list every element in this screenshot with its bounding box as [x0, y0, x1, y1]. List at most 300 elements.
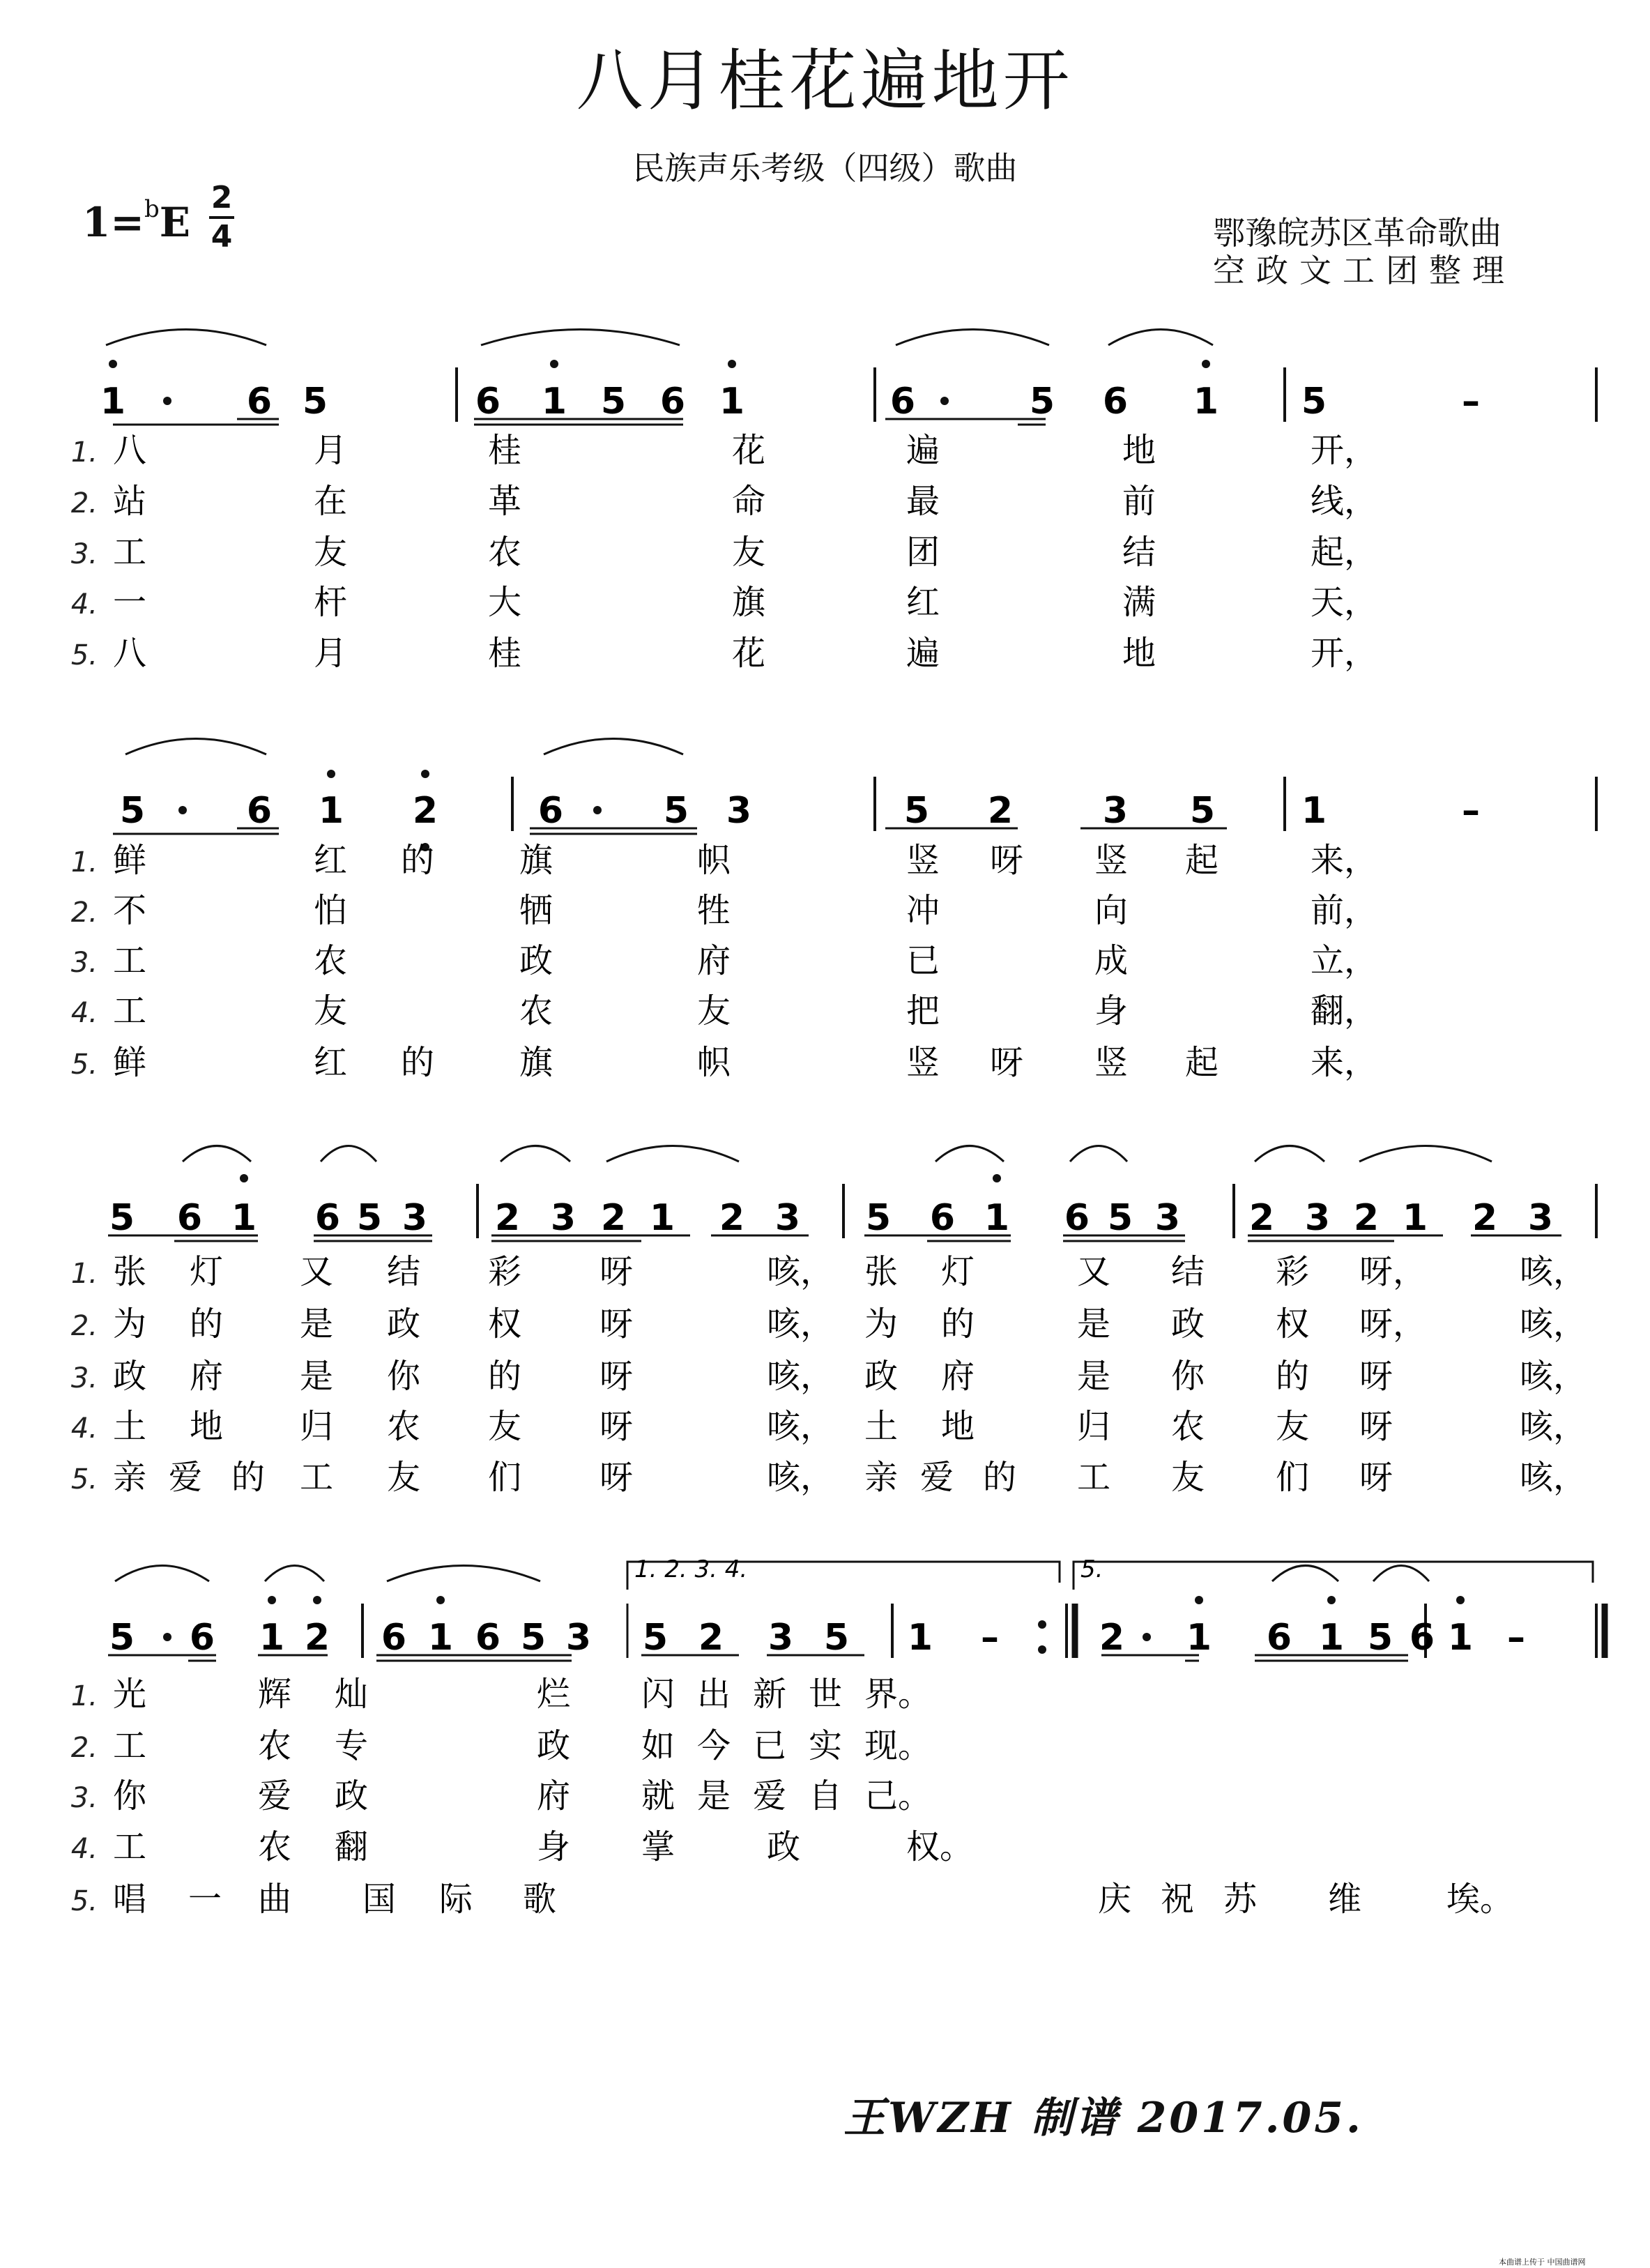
repeat-dot — [1038, 1620, 1046, 1629]
lyric-syllable: 红 — [906, 583, 940, 622]
lyric-syllable: 鲜 — [113, 1043, 147, 1082]
note-3-22: 1 — [1402, 1197, 1428, 1239]
lyric-syllable: 来， — [1311, 841, 1378, 880]
lyric-syllable: 牺 — [519, 891, 553, 930]
note-4-16: 2 — [1099, 1617, 1125, 1659]
lyric-syllable: 呀 — [1359, 1357, 1393, 1396]
note-4-9: 3 — [565, 1617, 592, 1659]
lyric-syllable: 的 — [983, 1458, 1017, 1497]
lyric-syllable: 红 — [314, 841, 348, 880]
note-4-2: 6 — [189, 1617, 215, 1659]
repeat-dot — [1038, 1645, 1046, 1654]
bottom-source-note: 本曲谱上传于 中国曲谱网 — [1499, 2258, 1586, 2267]
lyric-syllable: 亲 — [113, 1458, 147, 1497]
lyric-syllable: 彩 — [488, 1252, 522, 1291]
note-2-2: 6 — [246, 790, 273, 832]
lyric-syllable: 际 — [439, 1880, 473, 1919]
lyric-syllable: 竖 — [1094, 841, 1129, 880]
lyric-syllable: 光 — [113, 1675, 147, 1714]
lyric-syllable: 祝 — [1161, 1880, 1195, 1919]
note-1-9: 6 — [889, 381, 916, 423]
lyric-syllable: 满 — [1122, 583, 1156, 622]
lyric-syllable: 结 — [387, 1252, 421, 1291]
lyric-syllable: 在 — [314, 482, 348, 521]
slur — [896, 330, 1049, 346]
lyric-syllable: 界。 — [864, 1675, 932, 1714]
song-title: 八月桂花遍地开 — [576, 42, 1074, 120]
lyric-syllable: 起， — [1311, 533, 1378, 572]
lyric-syllable: 土 — [864, 1407, 899, 1446]
note-3-5: 5 — [356, 1197, 383, 1239]
lyric-syllable: 府 — [697, 941, 731, 980]
lyric-syllable: 是 — [697, 1776, 731, 1816]
lyric-syllable: 为 — [113, 1304, 147, 1344]
lyric-syllable: 唱 — [113, 1880, 147, 1919]
note-3-13: 5 — [865, 1197, 892, 1239]
lyric-syllable: 现。 — [864, 1726, 932, 1765]
lyric-syllable: 冲 — [906, 891, 940, 930]
lyric-syllable: 开， — [1311, 634, 1378, 673]
lyric-syllable: 咳， — [767, 1407, 834, 1446]
lyric-syllable: 苏 — [1223, 1880, 1258, 1919]
note-3-15: 1 — [984, 1197, 1010, 1239]
slur — [321, 1146, 376, 1162]
lyric-syllable: 向 — [1094, 891, 1129, 930]
lyric-syllable: 亲 — [864, 1458, 899, 1497]
lyric-syllable: 呀 — [599, 1252, 634, 1291]
lyric-syllable: 农 — [519, 991, 553, 1030]
verse-number: 4. — [70, 1413, 98, 1445]
song-subtitle: 民族声乐考级（四级）歌曲 — [632, 149, 1018, 187]
lyric-syllable: 世 — [809, 1675, 843, 1714]
slur — [481, 330, 680, 346]
note-2-7: 3 — [726, 790, 752, 832]
verse-number: 5. — [70, 1885, 98, 1917]
lyric-syllable: 归 — [1077, 1407, 1111, 1446]
lyric-syllable: 友 — [314, 533, 348, 572]
verse-number: 2. — [70, 897, 98, 929]
lyric-syllable: 地 — [1122, 634, 1156, 673]
note-4-21: 6 — [1409, 1617, 1435, 1659]
note-2-13: – — [1462, 790, 1480, 832]
augmentation-dot — [163, 1633, 171, 1641]
lyric-syllable: 前， — [1311, 891, 1378, 930]
lyric-syllable: 农 — [258, 1827, 292, 1866]
octave-high-dot — [268, 1596, 276, 1604]
augmentation-dot — [178, 806, 187, 814]
lyric-syllable: 权 — [488, 1304, 522, 1344]
note-2-10: 3 — [1102, 790, 1129, 832]
note-1-3: 5 — [302, 381, 328, 423]
second-ending-label: 5. — [1080, 1555, 1103, 1583]
lyric-syllable: 你 — [1171, 1357, 1205, 1396]
lyric-syllable: 大 — [488, 583, 522, 622]
lyric-syllable: 竖 — [906, 841, 940, 880]
lyric-syllable: 是 — [300, 1304, 334, 1344]
lyric-syllable: 呀 — [990, 1043, 1024, 1082]
lyric-syllable: 工 — [1077, 1458, 1111, 1497]
lyric-syllable: 府 — [190, 1357, 224, 1396]
note-3-4: 6 — [314, 1197, 341, 1239]
lyric-syllable: 前 — [1122, 482, 1156, 521]
slur — [1070, 1146, 1127, 1162]
note-4-6: 1 — [427, 1617, 454, 1659]
note-3-1: 5 — [109, 1197, 135, 1239]
note-1-2: 6 — [246, 381, 273, 423]
lyric-syllable: 帜 — [697, 1043, 731, 1082]
lyric-syllable: 维 — [1328, 1880, 1362, 1919]
lyric-syllable: 来， — [1311, 1043, 1378, 1082]
lyric-syllable: 怕 — [314, 891, 348, 930]
lyric-syllable: 出 — [697, 1675, 731, 1714]
note-3-20: 3 — [1304, 1197, 1331, 1239]
augmentation-dot — [940, 397, 949, 405]
octave-high-dot — [728, 360, 736, 368]
verse-number: 3. — [70, 538, 98, 570]
note-4-23: – — [1507, 1617, 1525, 1659]
lyric-syllable: 政 — [519, 941, 553, 980]
credit-arranger: 空政文工团整理 — [1213, 252, 1515, 289]
lyric-syllable: 红 — [314, 1043, 348, 1082]
lyric-syllable: 地 — [190, 1407, 224, 1446]
lyric-syllable: 新 — [753, 1675, 787, 1714]
lyric-syllable: 不 — [113, 891, 147, 930]
note-4-15: – — [981, 1617, 999, 1659]
lyric-syllable: 政 — [864, 1357, 899, 1396]
verse-number: 5. — [70, 1463, 98, 1495]
note-2-9: 2 — [987, 790, 1014, 832]
note-3-7: 2 — [494, 1197, 521, 1239]
slur — [544, 739, 683, 755]
slur — [1373, 1566, 1429, 1582]
lyric-syllable: 遍 — [906, 431, 940, 470]
lyric-syllable: 们 — [1276, 1458, 1310, 1497]
note-1-8: 1 — [719, 381, 745, 423]
lyric-syllable: 的 — [941, 1304, 975, 1344]
lyric-syllable: 八 — [113, 634, 147, 673]
time-signature-bottom: 4 — [211, 219, 233, 254]
lyric-syllable: 咳， — [1520, 1304, 1587, 1344]
lyric-syllable: 咳， — [1520, 1458, 1587, 1497]
lyric-syllable: 团 — [906, 533, 940, 572]
note-4-22: 1 — [1447, 1617, 1474, 1659]
lyric-syllable: 府 — [537, 1776, 571, 1816]
note-1-6: 5 — [600, 381, 627, 423]
lyric-syllable: 张 — [113, 1252, 147, 1291]
lyric-syllable: 地 — [1122, 431, 1156, 470]
octave-high-dot — [1327, 1596, 1336, 1604]
octave-high-dot — [421, 770, 429, 778]
lyric-syllable: 呀 — [599, 1357, 634, 1396]
lyric-syllable: 已 — [906, 941, 940, 980]
lyric-syllable: 庆 — [1098, 1880, 1132, 1919]
lyric-syllable: 月 — [314, 634, 348, 673]
octave-high-dot — [240, 1174, 248, 1182]
lyric-syllable: 是 — [1077, 1357, 1111, 1396]
note-2-5: 6 — [537, 790, 564, 832]
lyric-syllable: 桂 — [488, 431, 522, 470]
octave-high-dot — [327, 770, 335, 778]
augmentation-dot — [1143, 1633, 1151, 1641]
note-3-8: 3 — [550, 1197, 576, 1239]
lyric-syllable: 咳， — [767, 1252, 834, 1291]
note-3-6: 3 — [402, 1197, 428, 1239]
note-1-12: 1 — [1193, 381, 1219, 423]
lyric-syllable: 政 — [113, 1357, 147, 1396]
lyric-syllable: 就 — [641, 1776, 675, 1816]
time-signature-top: 2 — [211, 180, 233, 215]
note-3-14: 6 — [929, 1197, 956, 1239]
verse-number: 2. — [70, 487, 98, 519]
slur — [1272, 1566, 1338, 1582]
note-2-11: 5 — [1189, 790, 1216, 832]
note-4-8: 5 — [520, 1617, 547, 1659]
verse-number: 5. — [70, 639, 98, 671]
lyric-syllable: 政 — [335, 1776, 369, 1816]
lyric-syllable: 爱 — [753, 1776, 787, 1816]
lyric-syllable: 一 — [188, 1880, 222, 1919]
slur — [935, 1146, 1004, 1162]
lyric-syllable: 你 — [387, 1357, 421, 1396]
lyric-syllable: 土 — [113, 1407, 147, 1446]
note-3-2: 6 — [176, 1197, 203, 1239]
lyric-syllable: 如 — [641, 1726, 675, 1765]
lyric-syllable: 国 — [362, 1880, 397, 1919]
lyric-syllable: 工 — [113, 1827, 147, 1866]
slur — [1359, 1146, 1492, 1162]
lyric-syllable: 遍 — [906, 634, 940, 673]
lyric-syllable: 天， — [1311, 583, 1378, 622]
lyric-syllable: 咳， — [767, 1458, 834, 1497]
note-4-13: 5 — [823, 1617, 850, 1659]
note-1-7: 6 — [659, 381, 686, 423]
lyric-syllable: 是 — [1077, 1304, 1111, 1344]
note-4-14: 1 — [907, 1617, 933, 1659]
note-4-18: 6 — [1266, 1617, 1292, 1659]
note-1-4: 6 — [475, 381, 501, 423]
octave-high-dot — [1195, 1596, 1203, 1604]
lyric-syllable: 竖 — [906, 1043, 940, 1082]
note-2-4: 2 — [412, 790, 438, 832]
lyric-syllable: 又 — [1077, 1252, 1111, 1291]
lyrics-layer — [71, 431, 1587, 1919]
lyric-syllable: 灿 — [335, 1675, 369, 1714]
flat-sign: b — [144, 195, 160, 223]
lyric-syllable: 今 — [697, 1726, 731, 1765]
lyric-syllable: 友 — [488, 1407, 522, 1446]
octave-high-dot — [109, 360, 117, 368]
lyric-syllable: 政 — [387, 1304, 421, 1344]
lyric-syllable: 结 — [1171, 1252, 1205, 1291]
lyric-syllable: 曲 — [258, 1880, 292, 1919]
lyric-syllable: 己。 — [864, 1776, 932, 1816]
lyric-syllable: 呀， — [1359, 1304, 1427, 1344]
verse-number: 2. — [70, 1732, 98, 1764]
note-4-3: 1 — [259, 1617, 285, 1659]
lyric-syllable: 又 — [300, 1252, 334, 1291]
lyric-syllable: 花 — [732, 431, 766, 470]
credit-source: 鄂豫皖苏区革命歌曲 — [1213, 214, 1502, 252]
lyric-syllable: 实 — [809, 1726, 843, 1765]
lyric-syllable: 咳， — [1520, 1252, 1587, 1291]
note-3-23: 2 — [1472, 1197, 1498, 1239]
lyric-syllable: 爱 — [169, 1458, 203, 1497]
lyric-syllable: 一 — [113, 583, 147, 622]
augmentation-dot — [163, 397, 171, 405]
lyric-syllable: 爱 — [258, 1776, 292, 1816]
note-3-16: 6 — [1064, 1197, 1090, 1239]
octave-high-dot — [993, 1174, 1001, 1182]
lyric-syllable: 农 — [258, 1726, 292, 1765]
slur — [115, 1566, 209, 1582]
verse-number: 4. — [70, 588, 98, 621]
lyric-syllable: 命 — [732, 482, 766, 521]
lyric-syllable: 翻， — [1311, 991, 1378, 1030]
lyric-syllable: 歌 — [523, 1880, 557, 1919]
lyric-syllable: 彩 — [1276, 1252, 1310, 1291]
lyric-syllable: 已 — [753, 1726, 787, 1765]
note-1-14: – — [1462, 381, 1480, 423]
verse-number: 1. — [70, 846, 98, 878]
key-prefix: 1= — [82, 199, 144, 246]
augmentation-dot — [593, 806, 602, 814]
note-4-20: 5 — [1367, 1617, 1393, 1659]
lyric-syllable: 呀 — [599, 1304, 634, 1344]
note-4-17: 1 — [1186, 1617, 1212, 1659]
note-3-3: 1 — [231, 1197, 257, 1239]
lyric-syllable: 工 — [113, 1726, 147, 1765]
lyric-syllable: 呀 — [599, 1407, 634, 1446]
slur — [501, 1146, 570, 1162]
note-4-10: 5 — [642, 1617, 669, 1659]
lyric-syllable: 八 — [113, 431, 147, 470]
lyric-syllable: 政 — [767, 1827, 801, 1866]
note-2-3: 1 — [318, 790, 344, 832]
lyric-syllable: 呀 — [990, 841, 1024, 880]
lyric-syllable: 张 — [864, 1252, 899, 1291]
verse-number: 5. — [70, 1049, 98, 1081]
lyric-syllable: 桂 — [488, 634, 522, 673]
verse-number: 1. — [70, 1680, 98, 1712]
lyric-syllable: 杆 — [314, 583, 348, 622]
octave-high-dot — [1202, 360, 1210, 368]
note-4-19: 1 — [1318, 1617, 1345, 1659]
octave-high-dot — [550, 360, 558, 368]
first-ending-label: 1. 2. 3. 4. — [634, 1555, 748, 1583]
lyric-syllable: 专 — [335, 1726, 369, 1765]
note-1-11: 6 — [1102, 381, 1129, 423]
verse-number: 1. — [70, 436, 98, 469]
lyric-syllable: 呀， — [1359, 1252, 1427, 1291]
note-4-11: 2 — [698, 1617, 724, 1659]
lyric-syllable: 的 — [231, 1458, 266, 1497]
lyric-syllable: 的 — [488, 1357, 522, 1396]
note-3-24: 3 — [1527, 1197, 1554, 1239]
note-3-10: 1 — [649, 1197, 675, 1239]
lyric-syllable: 农 — [387, 1407, 421, 1446]
lyric-syllable: 府 — [941, 1357, 975, 1396]
lyric-syllable: 友 — [1171, 1458, 1205, 1497]
note-4-12: 3 — [767, 1617, 794, 1659]
lyric-syllable: 是 — [300, 1357, 334, 1396]
slur — [1255, 1146, 1324, 1162]
lyric-syllable: 革 — [488, 482, 522, 521]
lyric-syllable: 辉 — [258, 1675, 292, 1714]
footer-signature: 王WZH 制谱 2017.05. — [843, 2094, 1363, 2143]
lyric-syllable: 你 — [113, 1776, 147, 1816]
lyric-syllable: 爱 — [920, 1458, 954, 1497]
lyric-syllable: 成 — [1094, 941, 1129, 980]
slur — [1108, 330, 1213, 346]
lyric-syllable: 灯 — [941, 1252, 975, 1291]
note-4-1: 5 — [109, 1617, 135, 1659]
lyric-syllable: 农 — [488, 533, 522, 572]
verse-number: 3. — [70, 1782, 98, 1814]
note-3-21: 2 — [1353, 1197, 1380, 1239]
lyric-syllable: 烂 — [537, 1675, 571, 1714]
lyric-syllable: 的 — [401, 1043, 435, 1082]
verse-number: 3. — [70, 947, 98, 979]
lyric-syllable: 权 — [1276, 1304, 1310, 1344]
lyric-syllable: 月 — [314, 431, 348, 470]
lyric-syllable: 闪 — [641, 1675, 675, 1714]
lyric-syllable: 友 — [314, 991, 348, 1030]
lyric-syllable: 友 — [1276, 1407, 1310, 1446]
note-3-17: 5 — [1107, 1197, 1133, 1239]
octave-high-dot — [1456, 1596, 1465, 1604]
verse-number: 3. — [70, 1362, 98, 1394]
lyric-syllable: 把 — [906, 991, 940, 1030]
lyric-syllable: 埃。 — [1446, 1880, 1514, 1919]
lyric-syllable: 立， — [1311, 941, 1378, 980]
lyric-syllable: 政 — [1171, 1304, 1205, 1344]
lyric-syllable: 结 — [1122, 533, 1156, 572]
note-3-9: 2 — [600, 1197, 627, 1239]
lyric-syllable: 旗 — [519, 1043, 553, 1082]
slur — [183, 1146, 251, 1162]
note-3-19: 2 — [1248, 1197, 1275, 1239]
note-4-5: 6 — [381, 1617, 407, 1659]
lyric-syllable: 咳， — [1520, 1407, 1587, 1446]
note-3-11: 2 — [719, 1197, 745, 1239]
lyric-syllable: 身 — [537, 1827, 571, 1866]
lyric-syllable: 为 — [864, 1304, 899, 1344]
slur — [387, 1566, 540, 1582]
note-3-12: 3 — [774, 1197, 801, 1239]
lyric-syllable: 友 — [387, 1458, 421, 1497]
lyric-syllable: 牲 — [697, 891, 731, 930]
lyric-syllable: 工 — [113, 941, 147, 980]
slur — [106, 330, 266, 346]
octave-high-dot — [436, 1596, 445, 1604]
key-note: E — [159, 199, 190, 246]
lyric-syllable: 站 — [113, 482, 147, 521]
lyric-syllable: 最 — [906, 482, 940, 521]
note-1-10: 5 — [1029, 381, 1055, 423]
lyric-syllable: 工 — [300, 1458, 334, 1497]
slur — [265, 1566, 324, 1582]
lyric-syllable: 的 — [190, 1304, 224, 1344]
lyric-syllable: 呀 — [1359, 1407, 1393, 1446]
lyric-syllable: 工 — [113, 991, 147, 1030]
lyric-syllable: 竖 — [1094, 1043, 1129, 1082]
lyric-syllable: 咳， — [767, 1304, 834, 1344]
note-2-12: 1 — [1301, 790, 1327, 832]
verse-number: 1. — [70, 1258, 98, 1290]
lyric-syllable: 农 — [1171, 1407, 1205, 1446]
lyric-syllable: 灯 — [190, 1252, 224, 1291]
note-2-1: 5 — [119, 790, 146, 832]
